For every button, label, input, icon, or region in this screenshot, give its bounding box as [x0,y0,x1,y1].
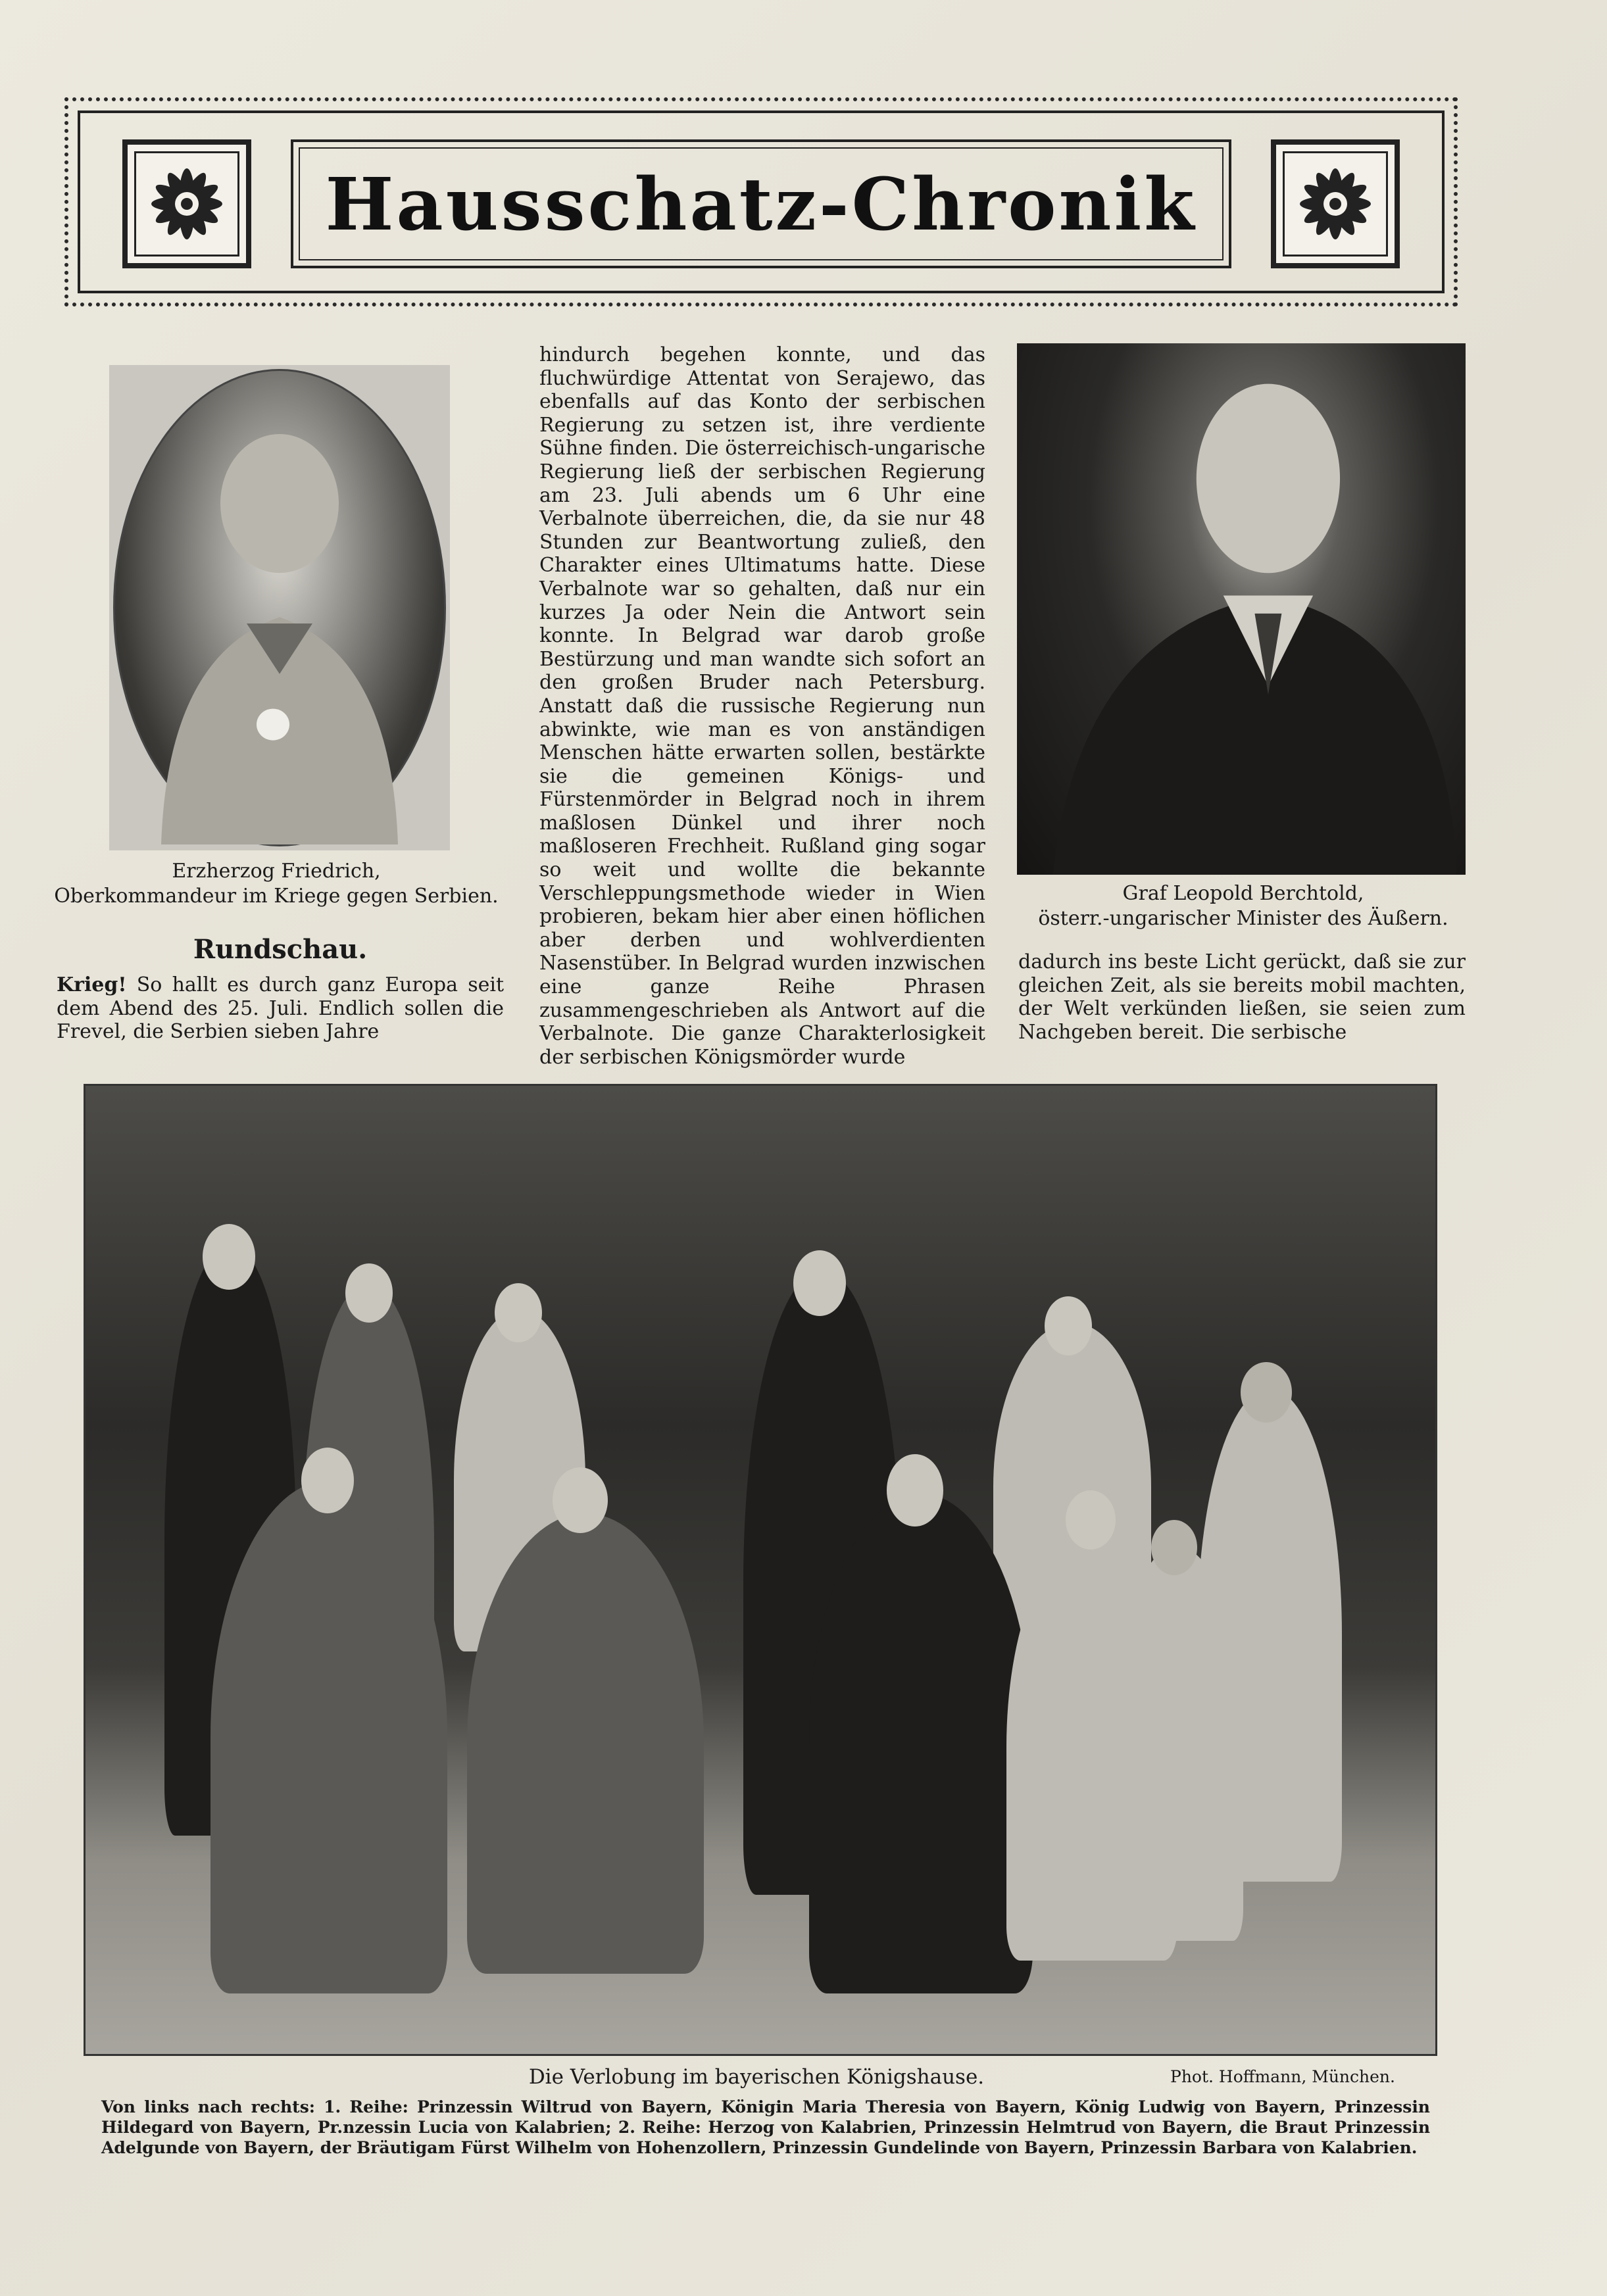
face [1241,1362,1292,1423]
flower-ornament-icon [1271,139,1400,268]
lead-word: Krieg! [57,973,127,996]
portrait-left-caption [39,859,513,909]
face [793,1250,846,1316]
column-3-body: dadurch ins beste Licht gerückt, daß sie zur gleichen Zeit, als sie bereits mobil machten, der Welt verkünden ließen, sie seien zum Nachgeben bereit. Die serbische [1018,950,1466,1044]
caption-line: Erzherzog Friedrich, [172,860,381,883]
face [345,1263,393,1323]
photo-credit: Phot. Hoffmann, München. [1170,2067,1395,2086]
column-2-body: hindurch begehen konnte, und das fluchwürdige Attentat von Serajewo, das ebenfalls auf das Konto der serbischen Regierung zu setzen ist, ihre verdiente Sühne finden. Die österreichisch-ungarische Regierung ließ der serbischen Regierung am 23. Juli abends um 6 Uhr eine Verbalnote überreichen, die, da sie nur 48 Stunden zur Beantwortung zuließ, den Charakter eines Ultimatums hatte. Diese Verbalnote war so gehalten, daß nur ein kurzes Ja oder Nein die Antwort sein konnte. In Belgrad war darob große Bestürzung und man wandte sich sofort an den großen Bruder nach Petersburg. Anstatt daß die russische Regierung nun abwinkte, wie man es von anständigen Menschen hätte erwarten sollen, bestärkte sie die gemeinen Königs- und Fürstenmörder in Belgrad noch in ihrem maßlosen Dünkel und ihrer noch maßloseren Frechheit. Rußland ging sogar so weit und wollte die bekannte Verschleppungsmethode wieder in Wien probieren, bekam hier aber einen höflichen aber derben und wohlverdienten Nasenstüber. In Belgrad wurden inzwischen eine ganze Reihe Phrasen zusammengeschrieben als Antwort auf die Verbalnote. Die ganze Charakterlosigkeit der serbischen Königsmörder wurde [539,343,985,1069]
face [1045,1296,1092,1356]
section-heading: Rundschau. [193,934,368,965]
caption-line: Graf Leopold Berchtold, [1122,882,1364,905]
face [1151,1520,1197,1575]
figure [1112,1546,1243,1941]
column-1-body: So hallt es durch ganz Europa seit dem Abend des 25. Juli. Endlich sollen die Frevel, die Serbien sieben Jahre [57,973,504,1044]
caption-line: österr.-ungarischer Minister des Äußern. [1038,907,1448,930]
portrait-erzherzog-friedrich [109,365,450,850]
masthead [64,97,1458,306]
face [495,1283,542,1342]
masthead-frame [78,110,1445,293]
portrait-graf-berchtold [1017,343,1466,875]
face [1066,1490,1116,1550]
column-2-text [539,343,985,1069]
figure [210,1480,447,1993]
group-photo-legend: Von links nach rechts: 1. Reihe: Prinzessin Wiltrud von Bayern, Königin Maria Theresia von Bayern, König Ludwig von Bayern, Prinzessin Hildegard von Bayern, Pr.nzessin Lucia von Kalabrien; 2. Reihe: Herzog von Kalabrien, Prinzessin Helmtrud von Bayern, die Braut Prinzessin Adelgunde von Bayern, der Bräutigam Fürst Wilhelm von Hohenzollern, Prinzessin Gundelinde von Bayern, Prinzessin Barbara von Kalabrien. [101,2097,1430,2157]
face [887,1454,943,1527]
column-3-text [1018,950,1466,1051]
face [553,1467,608,1533]
group-photo [84,1084,1437,2056]
figure [467,1513,704,1974]
title-box [291,139,1231,268]
page-title: Hausschatz-Chronik [325,162,1197,247]
face [203,1224,255,1290]
column-1-text [57,973,504,1051]
group-photo-caption: Die Verlobung im bayerischen Königshause. [528,2065,985,2089]
face [301,1448,354,1513]
figure [809,1494,1033,1993]
caption-line: Oberkommandeur im Kriege gegen Serbien. [54,885,499,908]
portrait-right-caption [987,881,1500,931]
flower-ornament-icon [122,139,251,268]
